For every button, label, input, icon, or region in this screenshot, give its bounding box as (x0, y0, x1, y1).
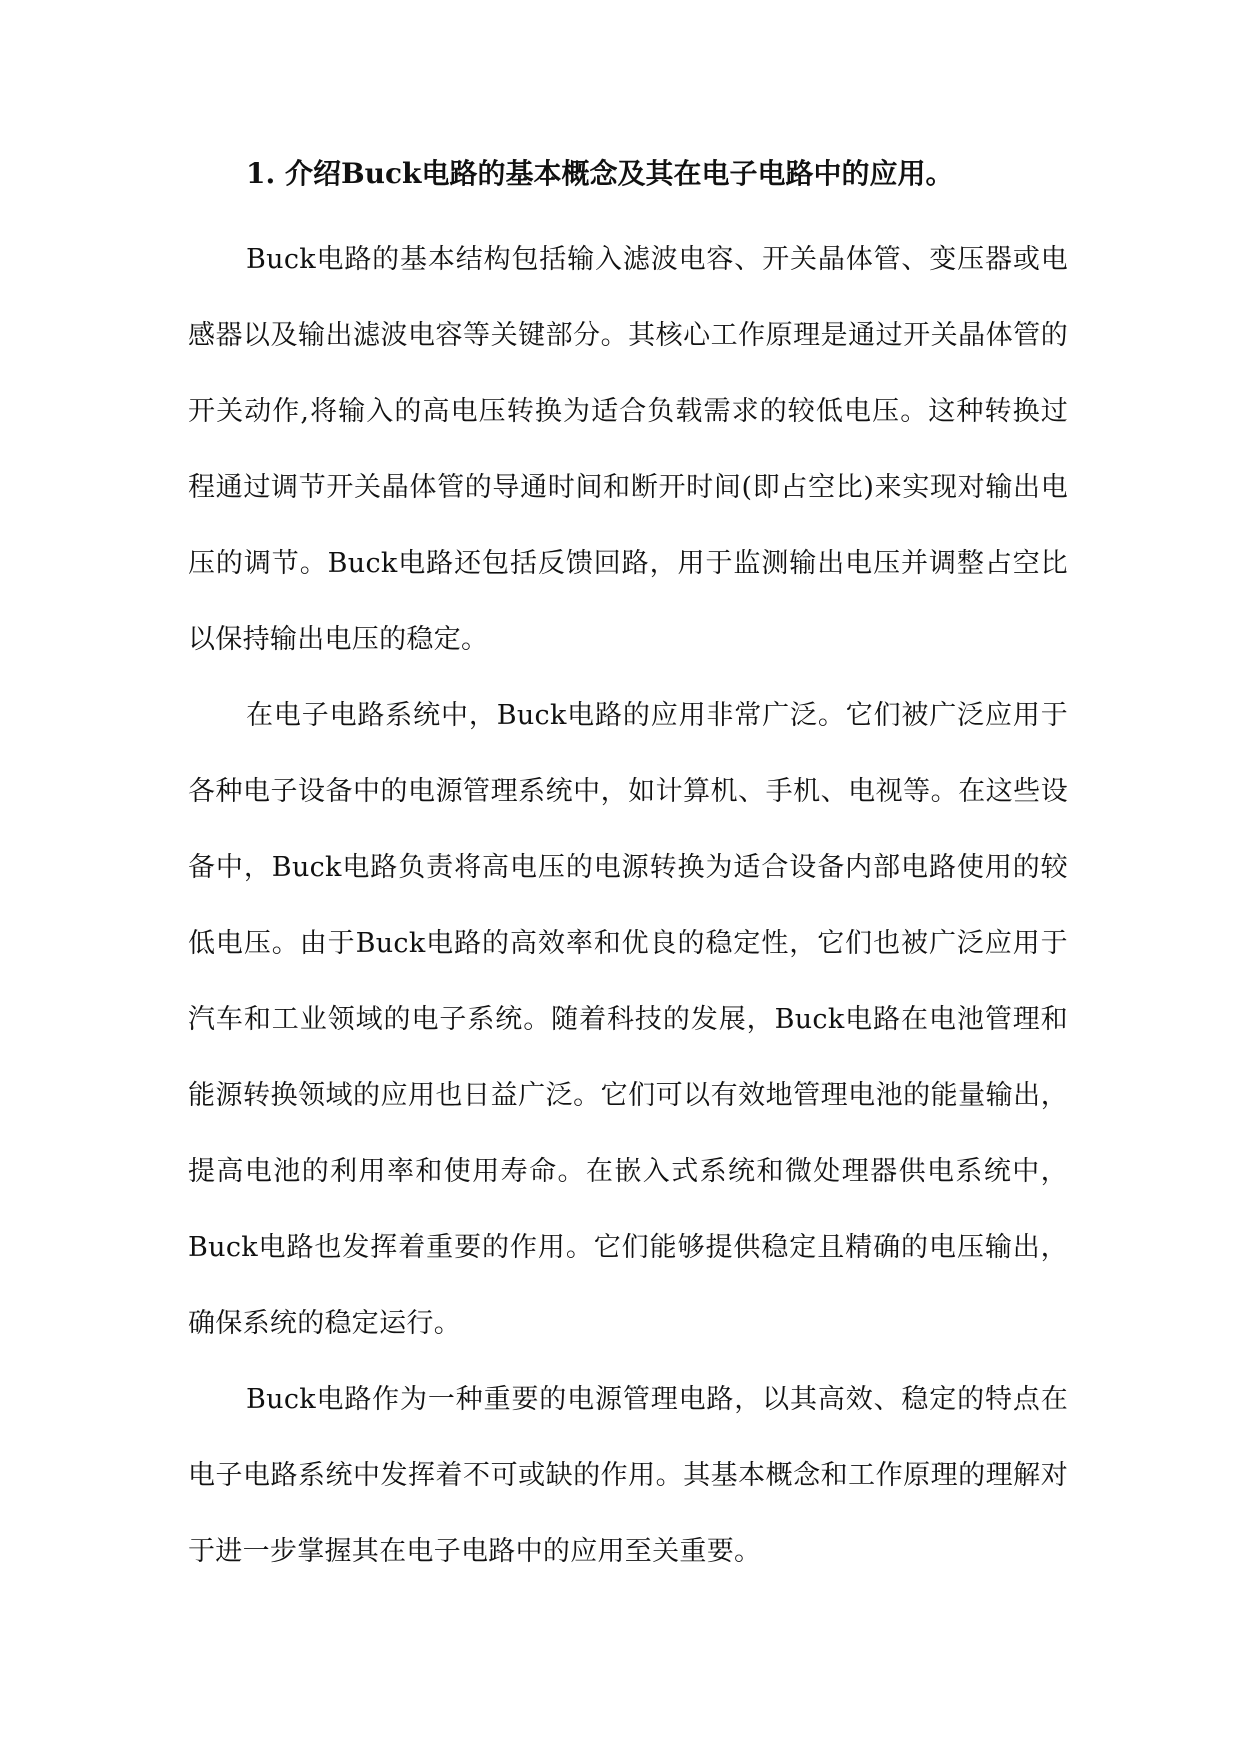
paragraph-buck-structure: Buck电路的基本结构包括输入滤波电容、开关晶体管、变压器或电感器以及输出滤波电容等关键部分。其核心工作原理是通过开关晶体管的开关动作,将输入的高电压转换为适合负载需求的较低电压。这种转换过程通过调节开关晶体管的导通时间和断开时间(即占空比)来实现对输出电压的调节。Buck电路还包括反馈回路，用于监测输出电压并调整占空比以保持输出电压的稳定。 (188, 244, 1068, 655)
paragraph-buck-applications: 在电子电路系统中，Buck电路的应用非常广泛。它们被广泛应用于各种电子设备中的电源管理系统中，如计算机、手机、电视等。在这些设备中，Buck电路负责将高电压的电源转换为适合设备内部电路使用的较低电压。由于Buck电路的高效率和优良的稳定性，它们也被广泛应用于汽车和工业领域的电子系统。随着科技的发展，Buck电路在电池管理和能源转换领域的应用也日益广泛。它们可以有效地管理电池的能量输出，提高电池的利用率和使用寿命。在嵌入式系统和微处理器供电系统中，Buck电路也发挥着重要的作用。它们能够提供稳定且精确的电压输出，确保系统的稳定运行。 (188, 700, 1068, 1339)
section-heading: 1. 介绍Buck电路的基本概念及其在电子电路中的应用。 (246, 157, 954, 190)
paragraph-buck-summary: Buck电路作为一种重要的电源管理电路，以其高效、稳定的特点在电子电路系统中发挥着不可或缺的作用。其基本概念和工作原理的理解对于进一步掌握其在电子电路中的应用至关重要。 (188, 1384, 1068, 1567)
document-body (188, 148, 1068, 1590)
